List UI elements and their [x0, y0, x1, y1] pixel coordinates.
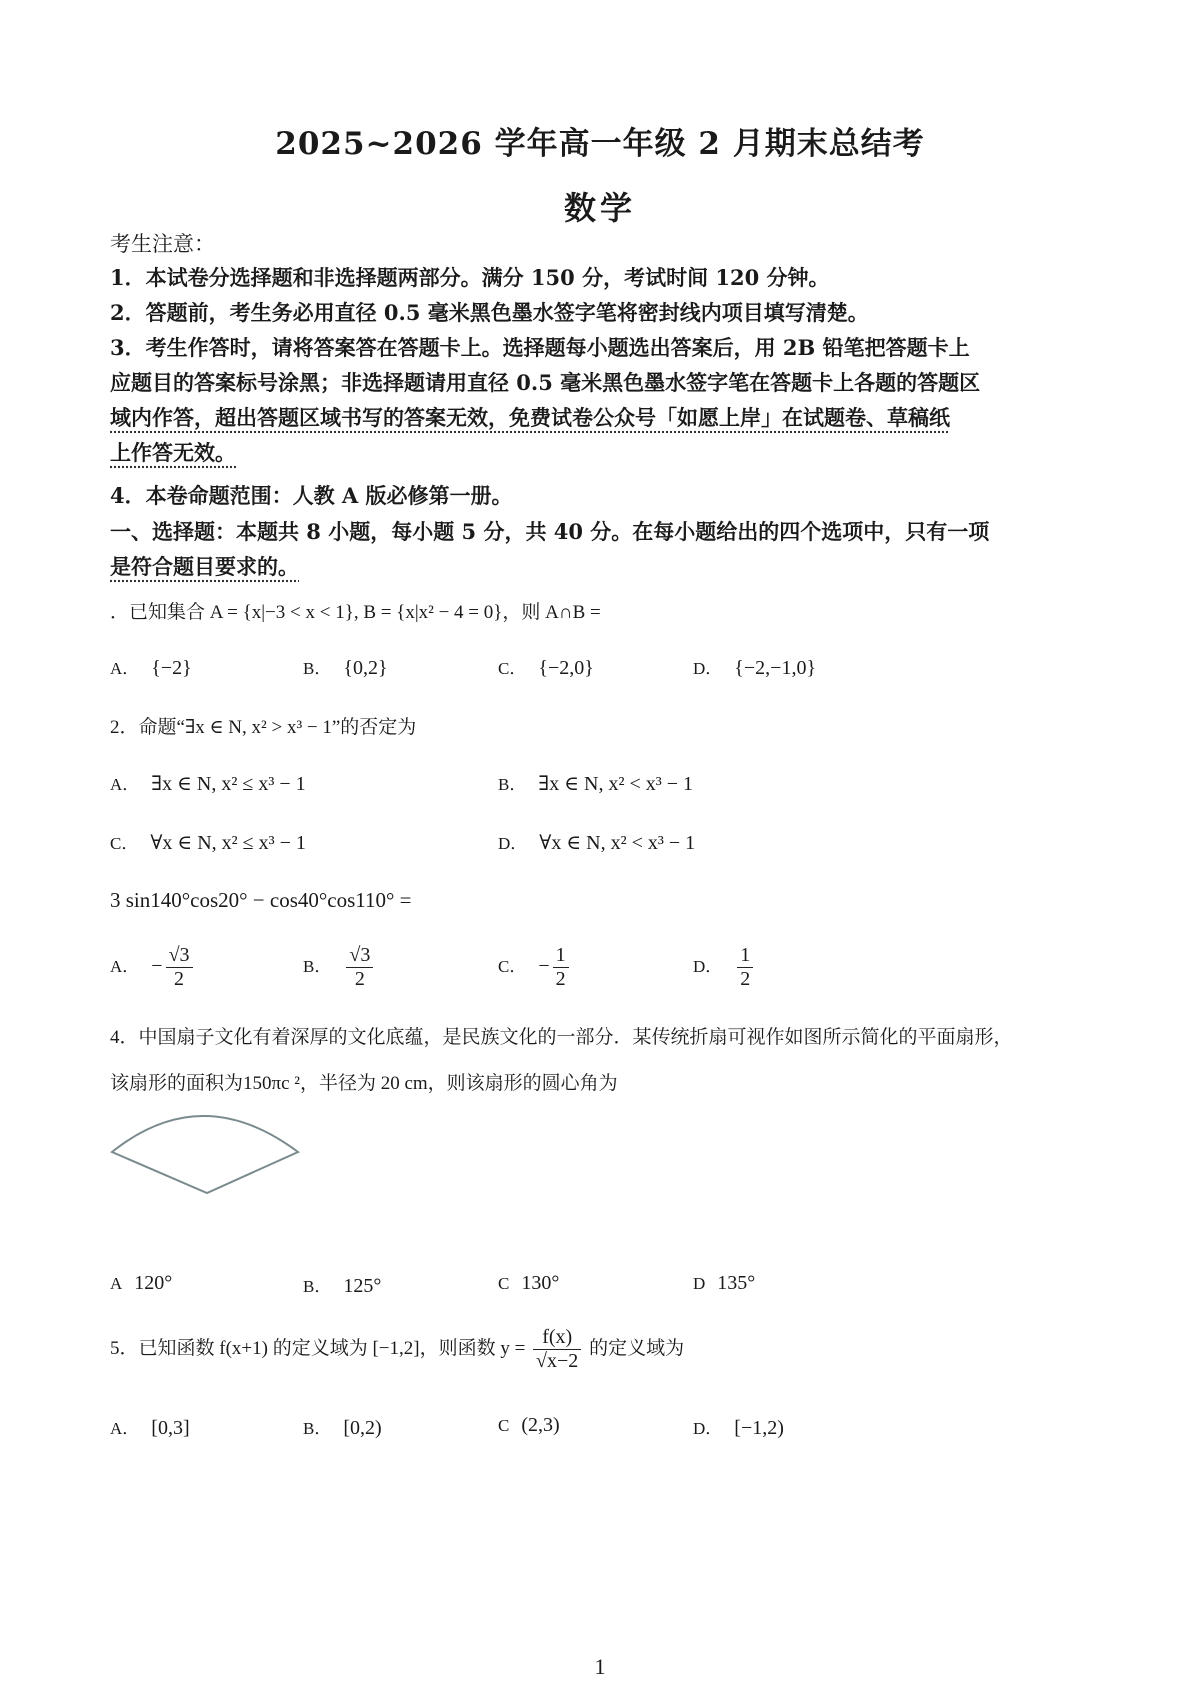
option-text: {0,2}	[343, 657, 388, 679]
q5-stem-post: 的定义域为	[589, 1337, 685, 1359]
option-text: 130°	[521, 1272, 560, 1294]
notice-item-4: 4．本卷命题范围：人教 A 版必修第一册。	[110, 483, 513, 508]
option-label: C．	[110, 834, 139, 853]
option-label: D．	[498, 834, 528, 853]
q4-stem-line-1: 4．中国扇子文化有着深厚的文化底蕴，是民族文化的一部分．某传统折扇可视作如图所示简化的平面扇形，	[110, 1027, 1013, 1048]
q5-stem-pre: 5．已知函数 f(x+1) 的定义域为 [−1,2]，则函数 y =	[110, 1337, 526, 1359]
q4-option-c	[498, 1272, 559, 1295]
numerator: 1	[553, 944, 569, 968]
q4-stem-line-2: 该扇形的面积为150πc ²，半径为 20 cm，则该扇形的圆心角为	[110, 1073, 618, 1094]
option-label: B．	[303, 1277, 332, 1296]
q1-option-a	[110, 654, 192, 680]
fraction	[346, 944, 373, 991]
page-number: 1	[594, 1654, 606, 1679]
q1-option-b	[303, 654, 388, 680]
option-text: 135°	[717, 1272, 756, 1294]
q2-option-b	[498, 770, 693, 796]
option-label: B．	[303, 957, 332, 977]
q4-option-d	[693, 1272, 755, 1295]
numerator: √3	[166, 944, 193, 968]
notice-item-3-line-2: 应题目的答案标号涂黑；非选择题请用直径 0.5 毫米黑色墨水签字笔在答题卡上各题的答题区	[110, 370, 981, 395]
notice-item-3-line-4: 上作答无效。	[110, 440, 236, 465]
option-label: A	[110, 1274, 123, 1293]
denominator: 2	[354, 968, 365, 990]
option-label: B．	[303, 659, 332, 678]
section-1-line-1: 一、选择题：本题共 8 小题，每小题 5 分，共 40 分。在每小题给出的四个选项中，只有一项	[110, 519, 990, 544]
option-text: {−2,0}	[538, 657, 594, 679]
q2-option-a	[110, 770, 306, 796]
option-label: C．	[498, 957, 527, 977]
numerator: 1	[737, 944, 753, 968]
section-1-line-2: 是符合题目要求的。	[110, 554, 299, 579]
option-label: A．	[110, 659, 140, 678]
q3-option-d	[693, 944, 756, 991]
q5-stem	[110, 1326, 684, 1373]
option-label: D．	[693, 1419, 723, 1438]
q4-option-b	[303, 1272, 381, 1298]
denominator: 2	[555, 968, 566, 990]
option-label: C	[498, 1274, 510, 1293]
option-text: ∃x ∈ N, x² ≤ x³ − 1	[151, 773, 306, 795]
option-label: B．	[303, 1419, 332, 1438]
notice-item-3-line-1: 3．考生作答时，请将答案答在答题卡上。选择题每小题选出答案后，用 2B 铅笔把答题卡上	[110, 335, 970, 360]
q5-option-a	[110, 1414, 190, 1440]
denominator: 2	[740, 968, 751, 990]
q1-stem: ．已知集合 A = {x|−3 < x < 1}, B = {x|x² − 4 = 0}，则 A∩B =	[110, 602, 601, 623]
subject-title: 数学	[563, 189, 636, 227]
option-text: {−2}	[151, 657, 192, 679]
notice-item-2: 2．答题前，考生务必用直径 0.5 毫米黑色墨水签字笔将密封线内项目填写清楚。	[110, 300, 869, 325]
q2-stem: 2．命题“∃x ∈ N, x² > x³ − 1”的否定为	[110, 717, 417, 738]
fraction	[553, 944, 569, 991]
option-text: ∀x ∈ N, x² < x³ − 1	[539, 832, 696, 854]
minus-sign: −	[151, 955, 163, 978]
notice-item-3-line-3: 域内作答，超出答题区域书写的答案无效，免费试卷公众号「如愿上岸」在试题卷、草稿纸	[110, 405, 950, 430]
denominator: √x−2	[536, 1350, 579, 1372]
option-text: [0,2)	[343, 1417, 382, 1439]
q3-option-a	[110, 944, 196, 991]
option-text: ∃x ∈ N, x² < x³ − 1	[538, 773, 693, 795]
numerator: f(x)	[533, 1326, 581, 1350]
option-text: {−2,−1,0}	[734, 657, 817, 679]
option-label: D．	[693, 659, 723, 678]
option-text: 120°	[134, 1272, 173, 1294]
q3-option-b	[303, 944, 376, 991]
q5-option-c	[498, 1414, 560, 1437]
option-label: B．	[498, 775, 527, 794]
q3-stem: 3 sin140°cos20° − cos40°cos110° =	[110, 888, 412, 912]
denominator: 2	[174, 968, 185, 990]
q1-option-c	[498, 654, 594, 680]
numerator: √3	[346, 944, 373, 968]
fan-sector-figure	[110, 1110, 310, 1200]
q3-option-c	[498, 944, 572, 991]
option-label: D	[693, 1274, 706, 1293]
option-label: C	[498, 1416, 510, 1435]
option-text: ∀x ∈ N, x² ≤ x³ − 1	[150, 832, 306, 854]
q5-fraction	[533, 1326, 581, 1373]
option-label: A．	[110, 1419, 140, 1438]
minus-sign: −	[538, 955, 550, 978]
option-label: A．	[110, 775, 140, 794]
q5-option-d	[693, 1414, 784, 1440]
option-text: (2,3)	[521, 1414, 560, 1436]
q4-option-a	[110, 1272, 172, 1295]
fraction	[737, 944, 753, 991]
option-label: C．	[498, 659, 527, 678]
q2-option-c	[110, 829, 306, 855]
notice-heading: 考生注意：	[110, 232, 215, 256]
q2-option-d	[498, 829, 695, 855]
q5-option-b	[303, 1414, 382, 1440]
notice-item-1: 1．本试卷分选择题和非选择题两部分。满分 150 分，考试时间 120 分钟。	[110, 265, 830, 290]
exam-title: 2025~2026 学年高一年级 2 月期末总结考	[275, 126, 925, 162]
option-text: 125°	[343, 1275, 382, 1297]
option-text: [−1,2)	[734, 1417, 784, 1439]
q1-option-d	[693, 654, 816, 680]
option-label: D．	[693, 957, 723, 977]
option-text: [0,3]	[151, 1417, 190, 1439]
fraction	[166, 944, 193, 991]
option-label: A．	[110, 957, 140, 977]
